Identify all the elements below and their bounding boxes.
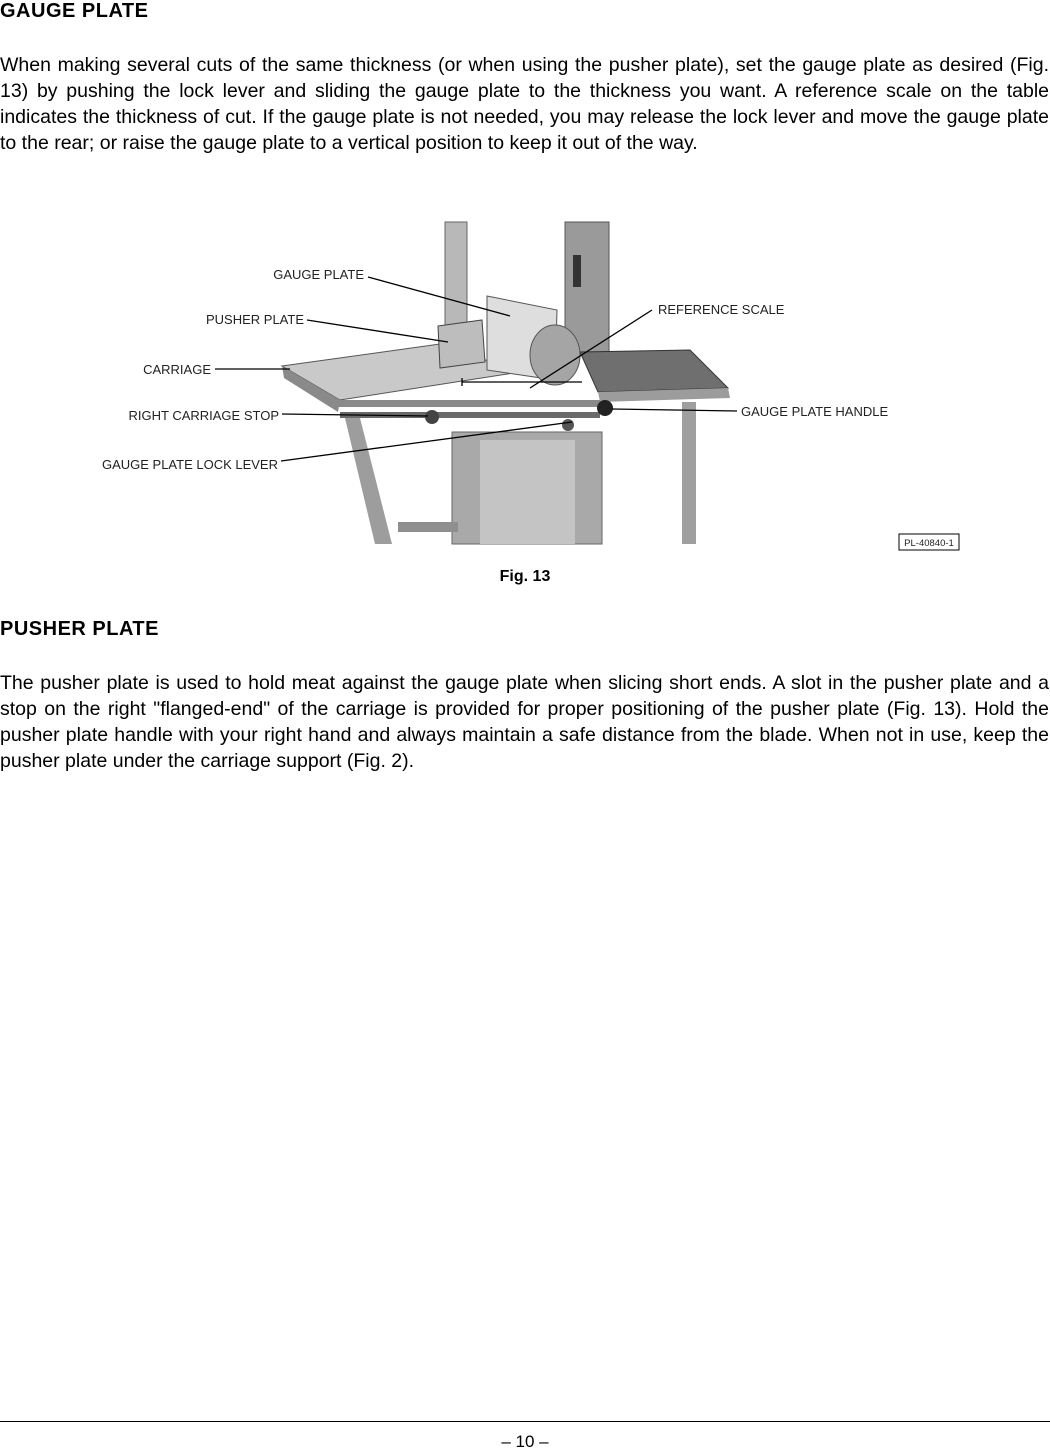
callout-gauge-plate: GAUGE PLATE (273, 267, 364, 282)
part-number-label: PL-40840-1 (904, 538, 954, 549)
gauge-plate-paragraph: When making several cuts of the same thickness (or when using the pusher plate), set the gauge plate as desired (Fig. 13) by pushing the lock lever and sliding the gauge plate to the thickness you want. A reference scale on the table indicates the thickness of cut. If the gauge plate is not needed, you may release the lock lever and move the gauge plate to the rear; or raise the gauge plate to a vertical position to keep it out of the way. (0, 54, 1049, 154)
callout-carriage: CARRIAGE (143, 362, 211, 377)
page-number: – 10 – (501, 1432, 549, 1451)
figure-caption: Fig. 13 (499, 568, 551, 585)
pusher-plate-paragraph: The pusher plate is used to hold meat against the gauge plate when slicing short ends. A slot in the pusher plate and a stop on the right "flanged-end" of the carriage is provided for proper positioning of the pusher plate (Fig. 13). Hold the pusher plate handle with your right hand and always maintain a safe distance from the blade. When not in use, keep the pusher plate under the carriage support (Fig. 2). (0, 672, 1049, 772)
callout-right-carriage-stop: RIGHT CARRIAGE STOP (128, 408, 279, 423)
callout-reference-scale: REFERENCE SCALE (658, 302, 785, 317)
callout-gauge-plate-handle: GAUGE PLATE HANDLE (741, 404, 889, 419)
footer-rule (0, 1421, 1050, 1422)
pusher-plate-heading: PUSHER PLATE (0, 618, 159, 640)
fig-13-illustration (0, 200, 1050, 560)
callout-gauge-plate-lock-lever: GAUGE PLATE LOCK LEVER (101, 457, 278, 472)
gauge-plate-heading: GAUGE PLATE (0, 0, 149, 22)
callout-pusher-plate: PUSHER PLATE (205, 312, 304, 327)
